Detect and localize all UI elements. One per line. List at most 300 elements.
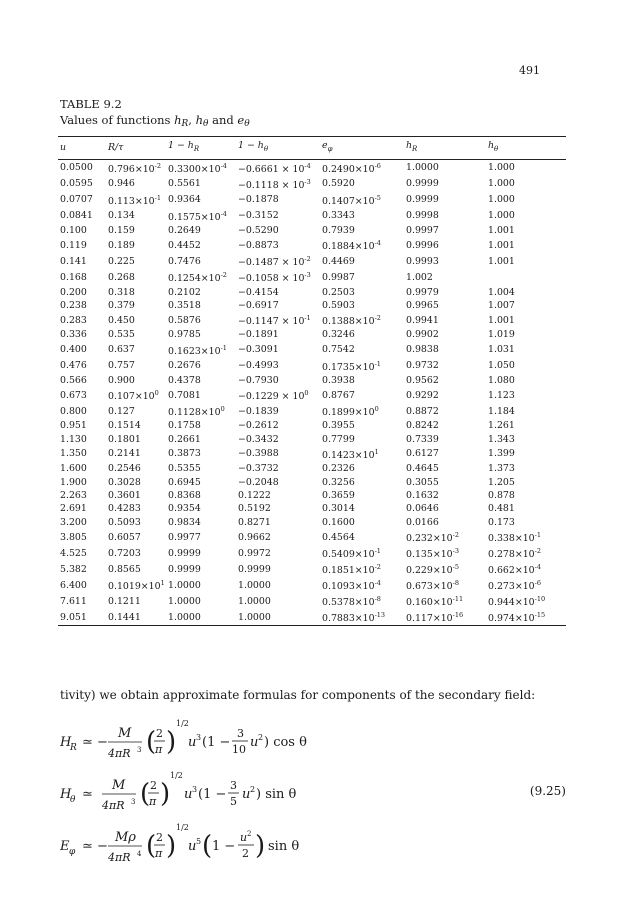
eq1-paren-open: ( <box>146 727 157 757</box>
table-cell: −0.3432 <box>238 433 279 445</box>
eq3-minus: − <box>97 839 108 854</box>
eq2-den-exp: 3 <box>131 798 136 806</box>
equation-number: (9.25) <box>529 784 566 798</box>
table-cell: 0.5192 <box>238 503 271 515</box>
table-cell: 0.3518 <box>168 299 201 311</box>
table-cell: 0.5920 <box>322 178 355 190</box>
table-cell: 1.004 <box>488 286 515 298</box>
table-cell: 0.7799 <box>322 433 355 445</box>
table-cell: 0.9562 <box>406 374 439 386</box>
eq1-coef-den: 10 <box>232 743 246 756</box>
table-cell: $0.1851\times 10^{-2}$ <box>322 563 381 577</box>
column-header: $1 - h_R$ <box>166 137 236 160</box>
column-header: $e_\varphi$ <box>320 137 404 160</box>
table-cell: 0.3256 <box>322 476 355 488</box>
table-cell: 0.238 <box>60 299 87 311</box>
table-cell: 0.1211 <box>108 595 141 607</box>
table-cell: 0.535 <box>108 329 135 341</box>
table-cell: 0.3938 <box>322 374 355 386</box>
table-cell: $-0.6661 \times 10^{-4}$ <box>238 161 311 175</box>
table-cell: 0.100 <box>60 225 87 237</box>
table-cell: $0.7883\times 10^{-13}$ <box>320 609 404 626</box>
eq3-frac-den: π <box>155 847 163 860</box>
table-cell: 0.0841 <box>60 210 93 222</box>
table-cell: 0.0595 <box>60 178 93 190</box>
table-cell: 0.1222 <box>238 490 271 502</box>
table-cell: 0.9834 <box>168 516 201 528</box>
table-cell: 0.9838 <box>406 344 439 356</box>
table-cell: −0.3152 <box>238 210 279 222</box>
table-row <box>58 446 566 462</box>
eq1-u-exp: 3 <box>196 733 202 742</box>
table-cell: 0.2661 <box>168 433 201 445</box>
table-cell: 0.5561 <box>168 178 201 190</box>
table-row <box>58 577 566 593</box>
table-row <box>58 545 566 561</box>
eq1-lhs-sub: R <box>70 743 77 753</box>
table-cell: 6.400 <box>60 579 87 591</box>
table-cell: 1.130 <box>60 433 87 445</box>
table-cell: 1.0000 <box>166 609 236 626</box>
table-cell: 0.4564 <box>322 531 355 543</box>
eq2-factor-open: (1 − <box>198 787 227 802</box>
table-cell: 0.3873 <box>168 448 201 460</box>
table-cell: 0.3343 <box>322 210 355 222</box>
table-cell: −0.3732 <box>238 463 279 475</box>
table-row <box>58 387 566 403</box>
table-cell: 1.205 <box>488 476 515 488</box>
table-cell: 0.1632 <box>406 490 439 502</box>
table-row <box>58 403 566 419</box>
table-cell: $0.1623\times 10^{-1}$ <box>168 343 227 357</box>
table-cell: $0.232\times 10^{-2}$ <box>406 531 459 545</box>
table-cell: 0.1441 <box>106 609 166 626</box>
table-cell: 1.001 <box>488 239 515 251</box>
table-cell: 0.283 <box>60 314 87 326</box>
table-cell: 0.2676 <box>168 360 201 372</box>
table-cell: 2.263 <box>60 490 87 502</box>
table-cell: $0.796\times 10^{-2}$ <box>108 161 161 175</box>
table-cell: 9.051 <box>58 609 106 626</box>
caption-sep1: , <box>188 113 196 127</box>
table-cell: 1.002 <box>406 271 433 283</box>
table-cell: 1.600 <box>60 463 87 475</box>
table-label: TABLE 9.2 <box>60 97 122 111</box>
table-cell: 0.9979 <box>406 286 439 298</box>
eq2-u2: u <box>242 787 251 802</box>
table-cell: 0.5876 <box>168 314 201 326</box>
table-row <box>58 159 566 176</box>
eq1-minus: − <box>97 735 108 750</box>
table-cell: 0.4645 <box>406 463 439 475</box>
table-cell: −0.2612 <box>238 420 279 432</box>
eq1-u2-exp: 2 <box>258 733 264 742</box>
equation-htheta <box>60 771 297 812</box>
eq2-lhs-sub: θ <box>70 795 76 805</box>
table-cell: 1.0000 <box>236 609 320 626</box>
table-cell: 0.3246 <box>322 329 355 341</box>
table-cell: 0.1514 <box>108 420 141 432</box>
eq3-lhs-sub: φ <box>69 847 76 857</box>
table-cell: 1.001 <box>488 225 515 237</box>
table-cell: $0.113\times 10^{-1}$ <box>108 193 161 207</box>
table-cell: 1.000 <box>488 162 515 174</box>
eq3-paren2-close: ) <box>255 831 266 861</box>
table-cell: 0.9785 <box>168 329 201 341</box>
table-cell: 0.2326 <box>322 463 355 475</box>
table-cell: $0.3300\times 10^{-4}$ <box>168 161 227 175</box>
table-cell: 0.9993 <box>406 255 439 267</box>
eq3-paren-close: ) <box>166 831 177 861</box>
table-cell: 0.9292 <box>406 389 439 401</box>
eq2-coef-den: 5 <box>230 795 237 808</box>
table-row <box>58 502 566 515</box>
table-cell: 0.1758 <box>168 420 201 432</box>
table-cell: 0.0646 <box>406 503 439 515</box>
table-cell: 0.7542 <box>322 344 355 356</box>
eq3-close: sin θ <box>268 839 300 854</box>
table-cell: $0.117\times 10^{-16}$ <box>404 609 486 626</box>
table-cell: $0.1407\times 10^{-5}$ <box>322 193 381 207</box>
eq2-u-exp: 3 <box>192 785 198 794</box>
table-row <box>58 419 566 432</box>
eq3-factor-open: 1 − <box>212 839 236 854</box>
table-row <box>58 561 566 577</box>
table-cell: 0.3601 <box>108 490 141 502</box>
eq3-u-exp: 5 <box>196 837 202 846</box>
table-cell: 0.6057 <box>108 531 141 543</box>
eq3-u2-exp: 2 <box>247 830 252 838</box>
table-cell: 0.878 <box>488 490 515 502</box>
column-header: R/τ <box>106 137 166 160</box>
table-cell: 1.050 <box>488 360 515 372</box>
table-cell: 0.200 <box>60 286 87 298</box>
table-cell: 0.9965 <box>406 299 439 311</box>
table-cell: 0.3659 <box>322 490 355 502</box>
table-cell: 0.119 <box>60 239 87 251</box>
table-cell: 0.168 <box>60 271 87 283</box>
table-cell: 0.8565 <box>108 563 141 575</box>
eq2-lhs: H <box>60 787 72 802</box>
table-cell: 0.637 <box>108 344 135 356</box>
table-cell: −0.2048 <box>238 476 279 488</box>
table-row <box>58 489 566 502</box>
table-cell: 0.4469 <box>322 255 355 267</box>
table-row <box>58 269 566 285</box>
table-caption <box>60 96 250 132</box>
table-cell: $0.1423\times 10^1$ <box>322 447 379 461</box>
column-header: $h_R$ <box>404 137 486 160</box>
table-cell: 0.9354 <box>168 503 201 515</box>
caption-h: h <box>174 113 182 127</box>
table-cell: 5.382 <box>60 563 87 575</box>
table-row <box>58 342 566 358</box>
table-cell: $-0.1118 \times 10^{-3}$ <box>238 177 311 191</box>
table-cell: 0.757 <box>108 360 135 372</box>
eq1-paren-close: ) <box>166 727 177 757</box>
table-cell: 0.4378 <box>168 374 201 386</box>
table-row <box>58 176 566 192</box>
table-cell: $0.160\times 10^{-11}$ <box>406 595 464 609</box>
table-cell: 0.9996 <box>406 239 439 251</box>
eq1-lhs: H <box>60 735 72 750</box>
eq1-close: ) cos θ <box>264 735 307 750</box>
table-cell: 1.399 <box>488 448 515 460</box>
table-row <box>58 224 566 237</box>
eq2-paren-close: ) <box>160 779 171 809</box>
table-cell: −0.3091 <box>238 344 279 356</box>
eq3-paren-open: ( <box>146 831 157 861</box>
table-cell: 0.9902 <box>406 329 439 341</box>
table-row <box>58 475 566 488</box>
table-cell: 0.450 <box>108 314 135 326</box>
caption-prefix: Values of functions <box>60 113 175 127</box>
table-cell: 0.9999 <box>168 563 201 575</box>
table-cell: 1.019 <box>488 329 515 341</box>
eq2-rel: ≃ <box>82 787 93 802</box>
table-cell: 1.900 <box>60 476 87 488</box>
table-cell: 0.9972 <box>238 547 271 559</box>
table-cell: 0.7339 <box>406 433 439 445</box>
table-cell: 0.3055 <box>406 476 439 488</box>
table-cell: 3.805 <box>60 531 87 543</box>
table-cell: 0.566 <box>60 374 87 386</box>
table-cell: 2.691 <box>60 503 87 515</box>
caption-h2-sub: θ <box>203 119 209 129</box>
table-cell: 1.0000 <box>238 579 271 591</box>
table-cell: $0.1019\times 10^1$ <box>108 579 165 593</box>
table-cell: $0.1388\times 10^{-2}$ <box>322 314 381 328</box>
table-cell: 0.5903 <box>322 299 355 311</box>
table-cell: 0.400 <box>60 344 87 356</box>
caption-h-sub: R <box>181 119 189 129</box>
table-body <box>58 159 566 625</box>
table-cell: 0.800 <box>60 405 87 417</box>
table-cell: −0.1839 <box>238 405 279 417</box>
eq3-u2-den: 2 <box>242 847 249 860</box>
table-cell: $0.974\times 10^{-15}$ <box>486 609 566 626</box>
table-cell: 0.2503 <box>322 286 355 298</box>
column-header: $1 - h_\theta$ <box>236 137 320 160</box>
table-cell: 1.350 <box>60 448 87 460</box>
table-cell: 0.268 <box>108 271 135 283</box>
table-cell: 0.951 <box>60 420 87 432</box>
table-cell: 0.134 <box>108 210 135 222</box>
page-number: 491 <box>519 64 540 77</box>
eq1-pow: 1/2 <box>176 719 189 728</box>
caption-e: e <box>237 113 245 127</box>
table-cell: $-0.1058 \times 10^{-3}$ <box>238 271 311 285</box>
table-cell: 0.9999 <box>406 178 439 190</box>
table-cell: 0.127 <box>108 405 135 417</box>
table-cell: $0.5378\times 10^{-8}$ <box>322 595 381 609</box>
table-cell: 1.0000 <box>406 162 439 174</box>
table-cell: 0.6127 <box>406 448 439 460</box>
table-cell: 1.007 <box>488 299 515 311</box>
table-cell: 1.0000 <box>168 595 201 607</box>
eq2-frac-den: π <box>149 795 157 808</box>
table-cell: 0.7476 <box>168 255 201 267</box>
table-cell: 0.4283 <box>108 503 141 515</box>
table-cell: 0.0707 <box>60 194 93 206</box>
eq2-u: u <box>184 787 193 802</box>
eq2-paren-open: ( <box>140 779 151 809</box>
table-cell: 1.123 <box>488 389 515 401</box>
eq3-pow: 1/2 <box>176 823 189 832</box>
table-cell: 0.946 <box>108 178 135 190</box>
table-cell: 0.318 <box>108 286 135 298</box>
table-cell: 0.9998 <box>406 210 439 222</box>
table-cell: −0.8873 <box>238 239 279 251</box>
table-row <box>58 237 566 253</box>
eq2-den: 4πR <box>102 799 125 812</box>
table-row <box>58 462 566 475</box>
table-cell: 0.9987 <box>322 271 355 283</box>
table-cell: $0.2490\times 10^{-6}$ <box>322 161 381 175</box>
table-cell: 1.000 <box>488 178 515 190</box>
table-cell: 7.611 <box>60 595 87 607</box>
table-cell: 0.9977 <box>168 531 201 543</box>
table-cell: 0.481 <box>488 503 515 515</box>
table-cell: −0.6917 <box>238 299 279 311</box>
table-row <box>58 374 566 387</box>
table-cell: 0.7081 <box>168 389 201 401</box>
table-cell: 0.1801 <box>108 433 141 445</box>
table-cell: 0.336 <box>60 329 87 341</box>
table-cell: 0.2102 <box>168 286 201 298</box>
table-cell: $0.1884\times 10^{-4}$ <box>322 239 381 253</box>
table-row <box>58 593 566 609</box>
table-cell: $0.338\times 10^{-1}$ <box>488 531 541 545</box>
eq2-close: ) sin θ <box>256 787 297 802</box>
table-cell: 0.7203 <box>108 547 141 559</box>
table-cell: 1.080 <box>488 374 515 386</box>
table-cell: 0.4452 <box>168 239 201 251</box>
table-cell: −0.3988 <box>238 448 279 460</box>
table-cell: $-0.1487 \times 10^{-2}$ <box>238 255 311 269</box>
eq1-coef-num: 3 <box>237 727 244 740</box>
table-cell: 0.5093 <box>108 516 141 528</box>
table-header-row <box>58 137 566 160</box>
table-cell: 0.9997 <box>406 225 439 237</box>
table-row <box>58 208 566 224</box>
table-cell: 0.8767 <box>322 389 355 401</box>
table-cell: 4.525 <box>60 547 87 559</box>
table-row <box>58 285 566 298</box>
table-cell: 1.0000 <box>238 595 271 607</box>
table-cell: $0.107\times 10^0$ <box>108 389 159 403</box>
table-row <box>58 516 566 529</box>
table-cell <box>486 269 566 285</box>
table-cell: $0.273\times 10^{-6}$ <box>488 579 541 593</box>
table-cell: $0.1093\times 10^{-4}$ <box>322 579 381 593</box>
table-cell: $0.229\times 10^{-5}$ <box>406 563 459 577</box>
eq2-num: M <box>112 778 126 793</box>
equations-svg <box>60 712 500 882</box>
table-cell: 0.8368 <box>168 490 201 502</box>
equation-hr <box>60 719 307 760</box>
table-cell: $0.944\times 10^{-10}$ <box>488 595 546 609</box>
equation-block <box>60 712 566 882</box>
eq1-rel: ≃ <box>82 735 93 750</box>
table-cell: $0.1128\times 10^0$ <box>168 405 225 419</box>
table-cell: 0.2141 <box>108 448 141 460</box>
table-cell: 1.261 <box>488 420 515 432</box>
table-cell: 0.8242 <box>406 420 439 432</box>
eq3-u2: u <box>240 831 248 844</box>
table-cell: $0.1254\times 10^{-2}$ <box>168 271 227 285</box>
table-cell: 1.001 <box>488 255 515 267</box>
table-row <box>58 433 566 446</box>
table-cell: 0.379 <box>108 299 135 311</box>
table-cell: 0.476 <box>60 360 87 372</box>
table-cell: 0.9941 <box>406 314 439 326</box>
table-cell: −0.7930 <box>238 374 279 386</box>
table-cell: 1.184 <box>488 405 515 417</box>
table-cell: $0.662\times 10^{-4}$ <box>488 563 541 577</box>
table-cell: $0.278\times 10^{-2}$ <box>488 547 541 561</box>
table-cell: $-0.1147 \times 10^{-1}$ <box>238 314 311 328</box>
table-cell: 0.141 <box>60 255 87 267</box>
table-cell: 0.9732 <box>406 360 439 372</box>
caption-e-sub: θ <box>244 119 250 129</box>
table-cell: 1.343 <box>488 433 515 445</box>
table-cell: 0.189 <box>108 239 135 251</box>
table-cell: −0.5290 <box>238 225 279 237</box>
table-cell: 0.9999 <box>238 563 271 575</box>
table-cell: 0.159 <box>108 225 135 237</box>
equation-ephi <box>60 823 299 864</box>
eq3-frac-num: 2 <box>156 831 163 844</box>
table-row <box>58 358 566 374</box>
eq1-u: u <box>188 735 197 750</box>
table-cell: 1.373 <box>488 463 515 475</box>
eq2-frac-num: 2 <box>150 779 157 792</box>
table-cell: 0.9364 <box>168 194 201 206</box>
table-title <box>60 112 250 132</box>
table-cell: 0.0500 <box>60 162 93 174</box>
table-row <box>58 609 566 626</box>
table-cell: 1.0000 <box>168 579 201 591</box>
table-cell: $0.1575\times 10^{-4}$ <box>168 209 227 223</box>
table-cell: 0.5355 <box>168 463 201 475</box>
table-row <box>58 299 566 312</box>
eq1-num: M <box>118 726 132 741</box>
eq3-rel: ≃ <box>82 839 93 854</box>
eq3-den: 4πR <box>108 851 131 864</box>
table-cell: $0.1735\times 10^{-1}$ <box>322 359 381 373</box>
table-cell: $0.1899\times 10^0$ <box>322 405 379 419</box>
table-cell: −0.4154 <box>238 286 279 298</box>
eq1-den-exp: 3 <box>137 746 142 754</box>
eq1-frac-den: π <box>155 743 163 756</box>
eq3-paren2-open: ( <box>202 831 213 861</box>
table-cell: $-0.1229 \times 10^0$ <box>238 389 309 403</box>
table-cell: 0.7939 <box>322 225 355 237</box>
table-cell: 0.3955 <box>322 420 355 432</box>
column-header: u <box>58 137 106 160</box>
table-cell: 0.173 <box>488 516 515 528</box>
table-cell: 1.000 <box>488 194 515 206</box>
table-cell: 0.3028 <box>108 476 141 488</box>
table-row <box>58 192 566 208</box>
table-cell: 0.2649 <box>168 225 201 237</box>
eq2-coef-num: 3 <box>230 779 237 792</box>
table-cell: −0.4993 <box>238 360 279 372</box>
table-row <box>58 529 566 545</box>
table-cell: 0.3014 <box>322 503 355 515</box>
table-row <box>58 253 566 269</box>
